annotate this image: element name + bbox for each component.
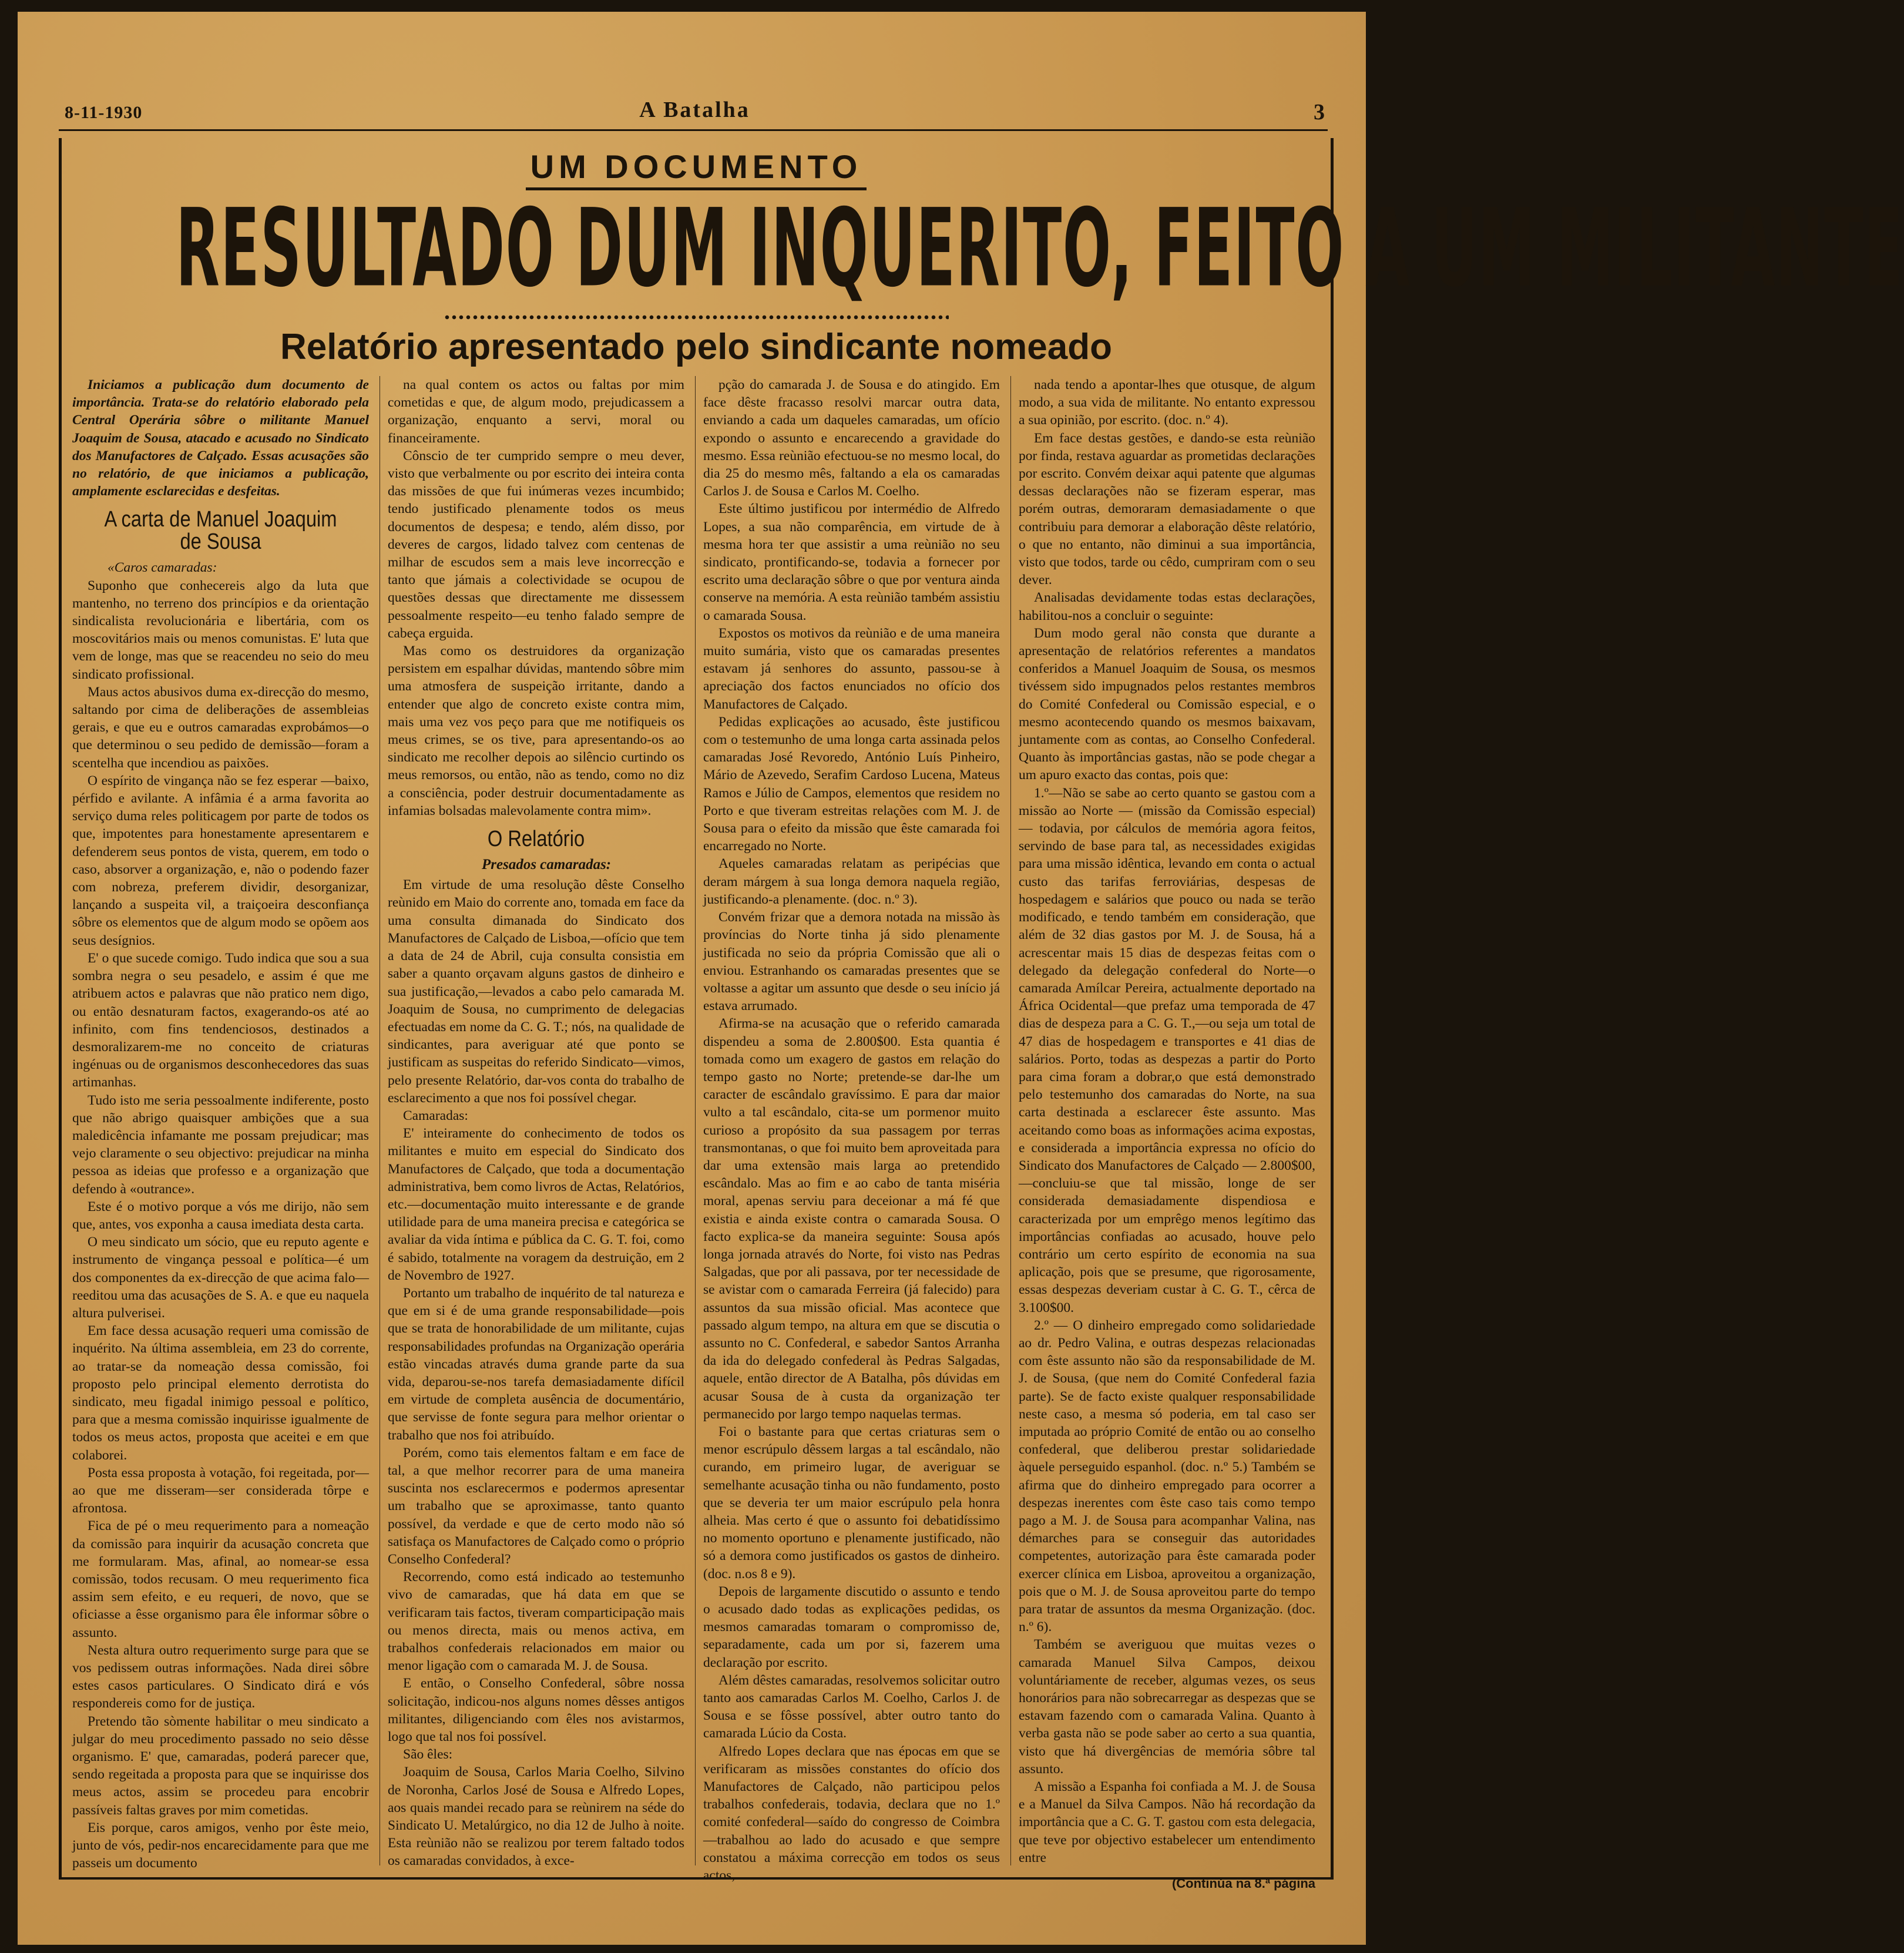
body-paragraph: Além dêstes camaradas, resolvemos solicitar outro tanto aos camaradas Carlos M. Coelho, Carlos J. de Sousa e se fôsse possível, abter outro tanto do camarada Lúcio da Costa. xyxy=(703,1672,1000,1741)
body-paragraph: Posta essa proposta à votação, foi regeitada, por—ao que me disseram—ser considerada tôrpe e afrontosa. xyxy=(72,1465,369,1516)
body-paragraph: Alfredo Lopes declara que nas épocas em que se verificaram as missões constantes do ofício dos Manufactores de Calçado, não participou pelos trabalhos confederais, todavia, declara que no 1.º comité confederal—saído do congresso de Coimbra—trabalhou ao lado do acusado e que sempre constatou a máxima correcção em todos os seus actos, xyxy=(703,1743,1000,1884)
body-paragraph: Nesta altura outro requerimento surge para que se vos pedissem outras informações. Nada direi sôbre estes casos particulares. O Sindicato dirá e vós respondereis como for de justiça. xyxy=(72,1642,369,1712)
body-paragraph: Tudo isto me seria pessoalmente indiferente, posto que não abrigo quaisquer ambições que a sua maledicência infamante me possam prejudicar; mas vejo claramente o seu objectivo: prejudicar na minha pessoa as ideias que professo e a organização que defendo à «outrance». xyxy=(72,1092,369,1197)
salutation: «Caros camaradas: xyxy=(108,560,217,576)
column-2 xyxy=(388,376,684,1869)
column-4-body xyxy=(1019,376,1315,1867)
body-paragraph: Aqueles camaradas relatam as peripécias que deram márgem à sua longa demora naquela região, justificando-a plenamente. (doc. n.º 3). xyxy=(703,856,1000,907)
column-2-body xyxy=(388,376,684,820)
body-paragraph: Fica de pé o meu requerimento para a nomeação da comissão para inquirir da acusação concreta que me formularam. Mas, afinal, ao nomear-se essa comissão, todos recusam. O meu requerimento fica assim sem efeito, e eu requeri, de novo, que se oficiasse a êsse organismo para êle informar sôbre o assunto. xyxy=(72,1518,369,1640)
body-paragraph: São êles: xyxy=(403,1747,453,1763)
column-3 xyxy=(703,376,1000,1884)
running-header xyxy=(65,91,1325,126)
column-3-body xyxy=(703,376,1000,1884)
continued-note: (Continúa na 8.ª página xyxy=(1171,1876,1315,1891)
headline: RESULTADO DUM INQUERITO, FEITO A UM MILITANTE xyxy=(176,185,1904,311)
column-1-body xyxy=(72,577,369,1873)
intro-paragraph: Iniciamos a publicação dum documento de importância. Trata-se do relatório elaborado pela Central Operária sôbre o militante Manuel Joaquim de Sousa, atacado e acusado no Sindicato dos Manufactores de Calçado. Essas acusações são no relatório, de que iniciamos a publicação, amplamente esclarecidas e desfeitas. xyxy=(72,377,369,499)
column-2-report-body xyxy=(388,876,684,1870)
body-paragraph: Afirma-se na acusação que o referido camarada dispendeu a soma de 2.800$00. Esta quantia é tomada como um exagero de gastos em relação do tempo gasto no Norte; pretende-se dar-lhe um caracter de escândalo gravíssimo. E para dar maior vulto a tal escândalo, cita-se um pormenor muito curioso a propósito da sua passagem por terras transmontanas, o que foi muito bem aproveitada para dar uma extensão mais larga ao pretendido escândalo. Mas ao fim e ao cabo de tanta miséria moral, apenas serviu para deceionar a má fé que existia e ainda existe contra o camarada Sousa. O facto explica-se da maneira seguinte: Sousa após longa jornada através do Norte, foi visto nas Pedras Salgadas, que por ali passava, por ter necessidade de se avistar com o camarada Ferreira (já falecido) para assuntos da sua missão oficial. Mas acontece que passado algum tempo, na altura em que se discutia o assunto no C. Confederal, e sabedor Santos Arranha da ida do delegado confederal às Pedras Salgadas, aquele, então director de A Batalha, pôs dúvidas em acusar Sousa de à custa da organização ter permanecido por largo tempo naquelas termas. xyxy=(703,1016,1000,1422)
column-rule xyxy=(1010,376,1011,1865)
dotted-divider xyxy=(444,314,949,320)
body-paragraph: na qual contem os actos ou faltas por mim cometidas e que, de algum modo, prejudicassem a organização, enquanto a servi, moral ou financeiramente. xyxy=(388,377,684,446)
body-paragraph: E' o que sucede comigo. Tudo indica que sou a sua sombra negra o seu pesadelo, e assim é que me atribuem actos e palavras que não pratico nem digo, ou então desnaturam factos, exagerando-os até ao infinito, com fins tendenciosos, destinados a desmoralizarem-me no conceito de criaturas ingénuas ou de organismos desconhecedores das suas artimanhas. xyxy=(72,950,369,1090)
subheadline: Relatório apresentado pelo sindicante nomeado xyxy=(280,327,1112,367)
kicker-text: UM DOCUMENTO xyxy=(526,148,867,190)
column-1 xyxy=(72,376,369,1871)
newspaper-page xyxy=(18,12,1904,1945)
body-paragraph: Mas como os destruidores da organização persistem em espalhar dúvidas, mantendo sôbre mim uma atmosfera de suspeição irritante, dando a entender que algo de concreto existe contra mim, mais uma vez vos peço para que me notifiqueis os meus crimes, se os tive, para apresentando-os ao sindicato me recolher depois ao silêncio curtindo os meus remorsos, ou então, não as tendo, como no diz a consciência, poder destruir documentadamente as infamias bolsadas malevolamente contra mim». xyxy=(388,643,684,818)
body-paragraph: Camaradas: xyxy=(403,1108,468,1123)
body-paragraph: O espírito de vingança não se fez esperar —baixo, pérfido e avilante. A infâmia é a arma favorita ao serviço duma reles politicagem por parte de todos os que, impotentes para honestamente apresentarem e defenderem seus pontos de vista, querem, em todo o caso, absorver a organização, e, não o podendo fazer com nobreza, preferem dividir, desorganizar, lançando a suspeita vil, a traiçoeira desconfiança sôbre os elementos que de algum modo se opõem aos seus desígnios. xyxy=(72,773,369,948)
body-paragraph: E então, o Conselho Confederal, sôbre nossa solicitação, indicou-nos alguns nomes dêsses antigos militantes, diligenciando com êles nos avistarmos, logo que tal nos foi possível. xyxy=(388,1676,684,1745)
body-paragraph: Maus actos abusivos duma ex-direcção do mesmo, saltando por cima de deliberações de assembleias gerais, e que eu e outros camaradas exprobámos—o que determinou o seu pedido de demissão—foram a scentelha que incendiou as paixões. xyxy=(72,684,369,771)
column-4 xyxy=(1019,376,1315,1891)
section-title-report: O Relatório xyxy=(487,827,585,852)
column-rule xyxy=(695,376,696,1865)
section-title-letter: A carta de Manuel Joaquim de Sousa xyxy=(104,507,337,555)
body-paragraph: Eis porque, caros amigos, venho por êste meio, junto de vós, pedir-nos encarecidamente para que me passeis um documento xyxy=(72,1820,369,1871)
body-paragraph: A missão a Espanha foi confiada a M. J. de Sousa e a Manuel da Silva Campos. Não há recordação da importância que a C. G. T. gastou com esta delegacia, que teve por objectivo estabelecer um entendimento entre xyxy=(1019,1779,1315,1865)
body-paragraph: Convém frizar que a demora notada na missão às províncias do Norte tinha já sido plenamente justificada no seio da própria Comissão que ali o enviou. Estranhando os camaradas presentes que se voltasse a agitar um assunto que desde o seu início já estava arrumado. xyxy=(703,910,1000,1014)
page-number: 3 xyxy=(1314,100,1325,125)
body-paragraph: 2.º — O dinheiro empregado como solidariedade ao dr. Pedro Valina, e outras despezas relacionadas com êste assunto não são da responsabilidade de M. J. de Sousa, (que nem do Comité Confederal fazia parte). Se de facto existe qualquer responsabilidade neste caso, a mesma só poderia, em tal caso ser imputada ao próprio Comité de então ou ao conselho confederal, que deliberou prestar solidariedade àquele perseguido espanhol. (doc. n.º 5.) Também se afirma que do dinheiro empregado para ocorrer a despezas inerentes com êste caso tais como tempo pago a M. J. de Sousa para acompanhar Valina, nas démarches para se conseguir das autoridades competentes, autorização para êste camarada poder exercer clínica em Lisboa, aproveitou a organização, pois que o M. J. de Sousa aproveitou parte do tempo para tratar de assuntos da mesma Organização. (doc. n.º 6). xyxy=(1019,1317,1315,1635)
body-paragraph: Expostos os motivos da reùnião e de uma maneira muito sumária, visto que os camaradas presentes estavam já senhores do assunto, passou-se à apreciação dos factos enunciados no ofício dos Manufactores de Calçado. xyxy=(703,625,1000,712)
body-paragraph: Em face dessa acusação requeri uma comissão de inquérito. Na última assembleia, em 23 do corrente, ao tratar-se da nomeação dessa comissão, foi proposto pelo principal elemento derrotista do sindicato, meu figadal inimigo pessoal e político, para que a mesma comissão inquirisse igualmente de todos os meus actos, proposta que aceitei e em que colaborei. xyxy=(72,1323,369,1463)
body-paragraph: 1.º—Não se sabe ao certo quanto se gastou com a missão ao Norte — (missão da Comissão especial) — todavia, por cálculos de memória agora feitos, servindo de base para tal, as necessidades exigidas para uma missão idêntica, levando em conta o actual custo das tarifas ferroviárias, despesas de hospedagem e salários que pouco ou nada se terão modificado, e tendo também em consideração, que além de 32 dias gastos por M. J. de Sousa, há a acrescentar mais 15 dias de despezas feitas com o delegado da delegação confederal do Norte—o camarada Amílcar Pereira, actualmente deportado na África Ocidental—que prefaz uma temporada de 47 dias de despeza para a C. G. T.,—ou seja um total de 47 dias de hospedagem e transportes e 41 dias de salários. Porto, todas as despezas a partir do Porto para cima foram a dobrar,o que está demonstrado pelo testemunho dos camaradas do Norte, na sua carta destinada a esclarecer êste assunto. Mas aceitando como boas as informações acima expostas, e considerada a importância expressa no ofício do Sindicato dos Manufactores de Calçado — 2.800$00,—concluiu-se que tal missão, longe de ser considerada demasiadamente dispendiosa e caracterizada por um emprêgo menos legítimo das importâncias confiadas ao acusado, houve pelo contrário um certo espírito de economia na sua aplicação, pois que se presume, que rigorosamente, essas despezas deveriam custar à C. G. T., cêrca de 3.100$00. xyxy=(1019,785,1315,1316)
body-paragraph: pção do camarada J. de Sousa e do atingido. Em face dêste fracasso resolvi marcar outra data, enviando a cada um daqueles camaradas, um ofício expondo o assunto e encarecendo a gravidade do mesmo. Essa reùnião efectuou-se no mesmo local, do dia 25 do mesmo mês, faltando a ela os camaradas Carlos J. de Sousa e Carlos M. Coelho. xyxy=(703,377,1000,499)
body-paragraph: Também se averiguou que muitas vezes o camarada Manuel Silva Campos, deixou voluntáriamente de receber, algumas vezes, os seus honorários para não sobrecarregar as despezas que se estavam fazendo com o camarada Valina. Quanto à verba gasta não se pode saber ao certo a sua quantia, visto que há divergências de memória sôbre tal assunto. xyxy=(1019,1637,1315,1777)
report-salutation: Presados camaradas: xyxy=(482,857,612,873)
header-rule xyxy=(59,129,1328,131)
body-paragraph: Em face destas gestões, e dando-se esta reùnião por finda, restava aguardar as prometidas declarações por escrito. Convém deixar aqui patente que algumas dessas declarações não se fizeram esperar, mas porém outras, demoraram demasiadamente o que contribuiu para demorar a elaboração dêste relatório, o que no entanto, não diminui a sua importância, visto que todos, tarde ou cêdo, cumpriram com o seu dever. xyxy=(1019,430,1315,588)
body-paragraph: O meu sindicato um sócio, que eu reputo agente e instrumento de vingança pessoal e política—é um dos componentes da ex-direcção de que acima falo—reeditou uma das acusações de S. A. e que eu naquela altura pulverisei. xyxy=(72,1234,369,1321)
article-frame xyxy=(59,138,1904,1891)
body-paragraph: Pedidas explicações ao acusado, êste justificou com o testemunho de uma longa carta assinada pelos camaradas José Revoredo, António Luís Pinheiro, Mário de Azevedo, Serafim Cardoso Lucena, Mateus Ramos e Júlio de Campos, elementos que residem no Porto e que tiveram estreitas relações com M. J. de Sousa para o efeito da missão que êste camarada foi encarregado no Norte. xyxy=(703,714,1000,854)
body-paragraph: Porém, como tais elementos faltam e em face de tal, a que melhor recorrer para de uma maneira suscinta nos esclarecermos e podermos apresentar um trabalho que se aproximasse, tanto quanto possível, da verdade e que de certo modo não só satisfaça os Manufactores de Calçado como o próprio Conselho Confederal? xyxy=(388,1445,684,1567)
body-paragraph: Em virtude de uma resolução dêste Conselho reùnido em Maio do corrente ano, tomada em face da uma consulta dimanada do Sindicato dos Manufactores de Calçado de Lisboa,—ofício que tem a data de 24 de Abril, cuja consulta consistia em saber a quanto orçavam alguns gastos de dinheiro e sua justificação,—levados a cabo pelo camarada M. Joaquim de Sousa, no cumprimento de delegacias efectuadas em nome da C. G. T.; nós, na qualidade de sindicantes, para averiguar até que ponto se justificam as suspeitas do referido Sindicato—vimos, pelo presente Relatório, dar-vos conta do trabalho de esclarecimento a que nos foi possível chegar. xyxy=(388,877,684,1106)
body-paragraph: Este é o motivo porque a vós me dirijo, não sem que, antes, vos exponha a causa imediata desta carta. xyxy=(72,1199,369,1232)
body-paragraph: Suponho que conhecereis algo da luta que mantenho, no terreno dos princípios e da orientação sindicalista revolucionária e libertária, com os moscovitários mais ou menos comunistas. E' luta que vem de longe, mas que se reacendeu no seio do meu sindicato profissional. xyxy=(72,578,369,682)
newspaper-name: A Batalha xyxy=(639,98,750,122)
body-paragraph: Analisadas devidamente todas estas declarações, habilitou-nos a concluir o seguinte: xyxy=(1019,590,1315,623)
body-paragraph: E' inteiramente do conhecimento de todos os militantes e muito em especial do Sindicato dos Manufactores de Calçado, que toda a documentação administrativa, bem como livros de Actas, Relatórios, etc.—documentação muito interessante e de grande utilidade para de uma maneira precisa e categórica se avaliar da vida íntima e pública da C. G. T. foi, como é sabido, totalmente na voragem da destruição, em 2 de Novembro de 1927. xyxy=(388,1126,684,1283)
body-paragraph: Pretendo tão sòmente habilitar o meu sindicato a julgar do meu procedimento passado no seio dêsse organismo. E' que, camaradas, poderá parecer que, sendo regeitada a proposta para que se inquirisse dos meus actos, assim se procedeu para encobrir passíveis faltas graves por mim cometidas. xyxy=(72,1713,369,1818)
body-paragraph: Cônscio de ter cumprido sempre o meu dever, visto que verbalmente ou por escrito dei inteira conta das missões de que fui inúmeras vezes incumbido; tendo justificado plenamente todos os meus documentos de despesa; e tendo, além disso, por deveres de cargos, lidado talvez com centenas de milhar de escudos sem a mais leve incorrecção e tanto que jámais a colectividade se ocupou de questões dessas que directamente me dissessem pessoalmente respeito—eu tenho falado sempre de cabeça erguida. xyxy=(388,448,684,641)
body-paragraph: Portanto um trabalho de inquérito de tal natureza e que em si é de uma grande responsabilidade—pois que se trata de honorabilidade de um militante, cujas responsabilidades profundas na Organização operária estão vincadas através duma grande parte da sua vida, deparou-se-nos tarefa demasiadamente difícil em virtude de completa ausência de documentário, que servisse de fonte segura para melhor orientar o trabalho que nos foi atribuído. xyxy=(388,1285,684,1443)
kicker xyxy=(62,147,1331,186)
body-paragraph: Recorrendo, como está indicado ao testemunho vivo de camaradas, que há data em que se verificaram tais factos, tiveram comparticipação mais ou menos directa, mais ou menos activa, em trabalhos confederais relacionados em maior ou menor ligação com o camarada M. J. de Sousa. xyxy=(388,1569,684,1674)
body-paragraph: Este último justificou por intermédio de Alfredo Lopes, a sua não comparência, em virtude de à mesma hora ter que assistir a uma reùnião no seu sindicato, prontificando-se, todavia a fornecer por escrito uma declaração sôbre o que por ventura ainda conserve na memória. A esta reùnião também assistiu o camarada Sousa. xyxy=(703,501,1000,623)
body-paragraph: Depois de largamente discutido o assunto e tendo o acusado dado todas as explicações pedidas, os mesmos camaradas tomaram o compromisso de, separadamente, cada um por si, fazerem uma declaração por escrito. xyxy=(703,1583,1000,1670)
body-paragraph: Foi o bastante para que certas criaturas sem o menor escrúpulo dêssem largas a tal escândalo, não curando, em primeiro lugar, de averiguar se semelhante acusação tinha ou não fundamento, posto que se deveria ter um maior escrúpulo pela honra alheia. Mas certo é que o assunto foi debatidíssimo no momento oportuno e plenamente justificado, não só a demora como justificados os gastos de dinheiro. (doc. n.os 8 e 9). xyxy=(703,1424,1000,1582)
issue-date: 8-11-1930 xyxy=(65,103,143,122)
body-paragraph: Dum modo geral não consta que durante a apresentação de relatórios referentes a mandatos conferidos a Manuel Joaquim de Sousa, os mesmos tivéssem sido impugnados pelos restantes membros do Comité Confederal ou Comissão especial, e o mesmo acontecendo quando os mesmos baixavam, juntamente com as contas, ao Conselho Confederal. Quanto às importâncias gastas, não se pode chegar a um apuro exacto das contas, pois que: xyxy=(1019,625,1315,783)
body-paragraph: nada tendo a apontar-lhes que otusque, de algum modo, a sua vida de militante. No entanto expressou a sua opinião, por escrito. (doc. n.º 4). xyxy=(1019,377,1315,428)
body-paragraph: Joaquim de Sousa, Carlos Maria Coelho, Silvino de Noronha, Carlos José de Sousa e Alfredo Lopes, aos quais mandei recado para se reùnirem na séde do Sindicato U. Metalúrgico, no dia 12 de Julho à noite. Esta reùnião não se realizou por terem faltado todos os camaradas convidados, à exce- xyxy=(388,1764,684,1869)
